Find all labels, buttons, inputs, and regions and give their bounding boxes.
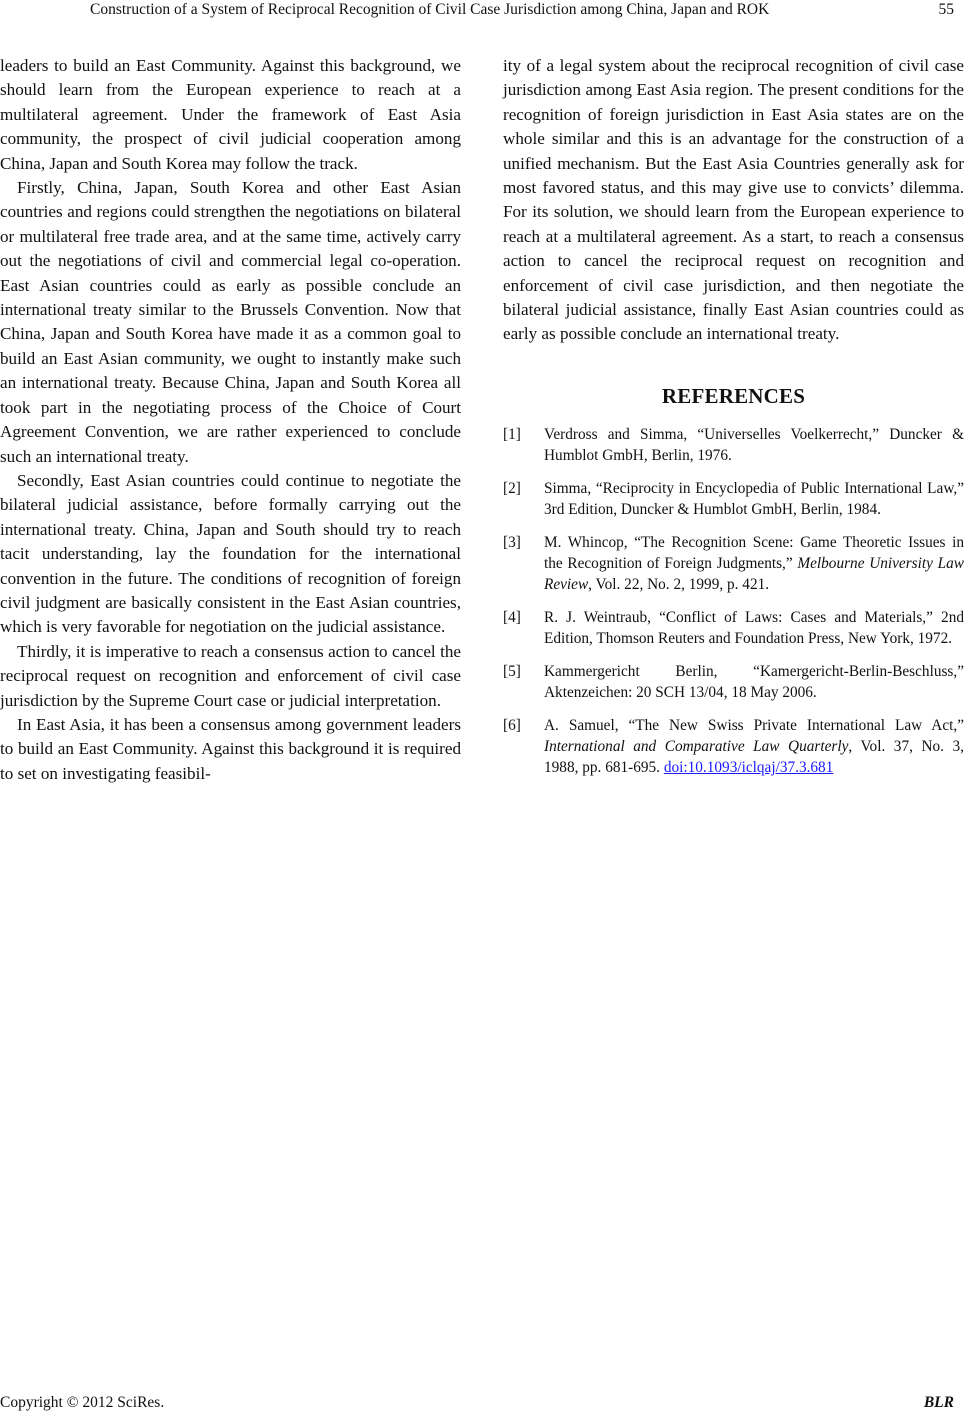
reference-number: [1] [503, 426, 521, 444]
references-list [503, 424, 964, 778]
body-paragraph: In East Asia, it has been a consensus among government leaders to build an East Community. Against this background it is required to set on investigating feasibil- [0, 714, 461, 783]
reference-text: M. Whincop, “The Recognition Scene: Game Theoretic Issues in the Recognition of Foreign Judgments,” [544, 534, 964, 573]
reference-item [503, 478, 964, 520]
left-column [0, 54, 461, 786]
reference-number: [5] [503, 663, 521, 681]
doi-link[interactable]: doi:10.1093/iclqaj/37.3.681 [663, 759, 834, 777]
reference-journal: Melbourne University Law Review [544, 555, 964, 594]
right-column [503, 54, 964, 790]
reference-details: , Vol. 22, No. 2, 1999, p. 421. [588, 576, 770, 594]
reference-text: A. Samuel, “The New Swiss Private International Law Act,” [544, 717, 964, 735]
reference-number: [6] [503, 717, 521, 735]
reference-number: [2] [503, 480, 521, 498]
body-paragraph: Firstly, China, Japan, South Korea and other East Asian countries and regions could strengthen the negotiations on bilateral or multilateral free trade area, and at the same time, actively carry out the negotiations of civil and commercial legal co-operation. East Asian countries could as early as possible conclude an international treaty similar to the Brussels Convention. Now that China, Japan and South Korea have made it as a common goal to build an East Asian community, we ought to instantly make such an international treaty. Because China, Japan and South Korea all took part in the negotiating process of the Choice of Court Agreement Convention, we are rather experienced to conclude such an international treaty. [0, 178, 461, 466]
reference-journal: International and Comparative Law Quarterly [544, 738, 849, 756]
body-paragraph: ity of a legal system about the reciprocal recognition of civil case jurisdiction among East Asia region. The present conditions for the recognition of foreign jurisdiction in East Asia states are on the whole similar and this is an advantage for the construction of a unified mechanism. But the East Asia Countries generally ask for most favored status, and this may give use to convicts’ dilemma. For its solution, we should learn from the European experience to reach at a multilateral agreement. As a start, to reach a consensus action to cancel the reciprocal request on recognition and enforcement of civil case jurisdiction, and then negotiate the bilateral judicial assistance, finally East Asian countries could as early as possible conclude an international treaty. [503, 56, 964, 344]
reference-number: [3] [503, 534, 521, 552]
body-paragraph: leaders to build an East Community. Against this background, we should learn from the European experience to reach at a multilateral agreement. Under the framework of East Asia community, the prospect of civil judicial cooperation among China, Japan and South Korea may follow the track. [0, 56, 461, 173]
page-header [0, 0, 967, 24]
reference-text: Simma, “Reciprocity in Encyclopedia of Public International Law,” 3rd Edition, Duncker & Humblot GmbH, Berlin, 1984. [544, 480, 964, 519]
copyright-notice: Copyright © 2012 SciRes. [0, 1394, 165, 1411]
journal-abbreviation: BLR [923, 1394, 954, 1411]
page-footer [0, 1394, 967, 1414]
reference-item [503, 715, 964, 778]
references-heading: REFERENCES [661, 383, 806, 408]
reference-item [503, 661, 964, 703]
reference-item [503, 532, 964, 595]
reference-item [503, 424, 964, 466]
running-title: Construction of a System of Reciprocal Recognition of Civil Case Jurisdiction among China, Japan and ROK [90, 1, 770, 18]
reference-number: [4] [503, 609, 521, 627]
reference-details: , Vol. 37, No. 3, 1988, pp. 681-695. [544, 738, 964, 777]
body-paragraph: Thirdly, it is imperative to reach a consensus action to cancel the reciprocal request on recognition and enforcement of civil case jurisdiction by the Supreme Court case or judicial interpretation. [0, 641, 461, 710]
reference-text: R. J. Weintraub, “Conflict of Laws: Cases and Materials,” 2nd Edition, Thomson Reuters and Foundation Press, New York, 1972. [544, 609, 964, 648]
body-paragraph: Secondly, East Asian countries could continue to negotiate the bilateral judicial assistance, before formally carrying out the international treaty. China, Japan and South should try to reach tacit understanding, lay the foundation for the international convention in the future. The conditions of recognition of foreign civil judgment are basically consistent in the East Asian countries, which is very favorable for negotiation on the judicial assistance. [0, 470, 461, 637]
reference-text: Verdross and Simma, “Universelles Voelkerrecht,” Duncker & Humblot GmbH, Berlin, 1976. [544, 426, 964, 465]
reference-item [503, 607, 964, 649]
page-number: 55 [938, 1, 954, 18]
reference-text: Kammergericht Berlin, “Kamergericht-Berlin-Beschluss,” Aktenzeichen: 20 SCH 13/04, 18 May 2006. [544, 663, 964, 702]
